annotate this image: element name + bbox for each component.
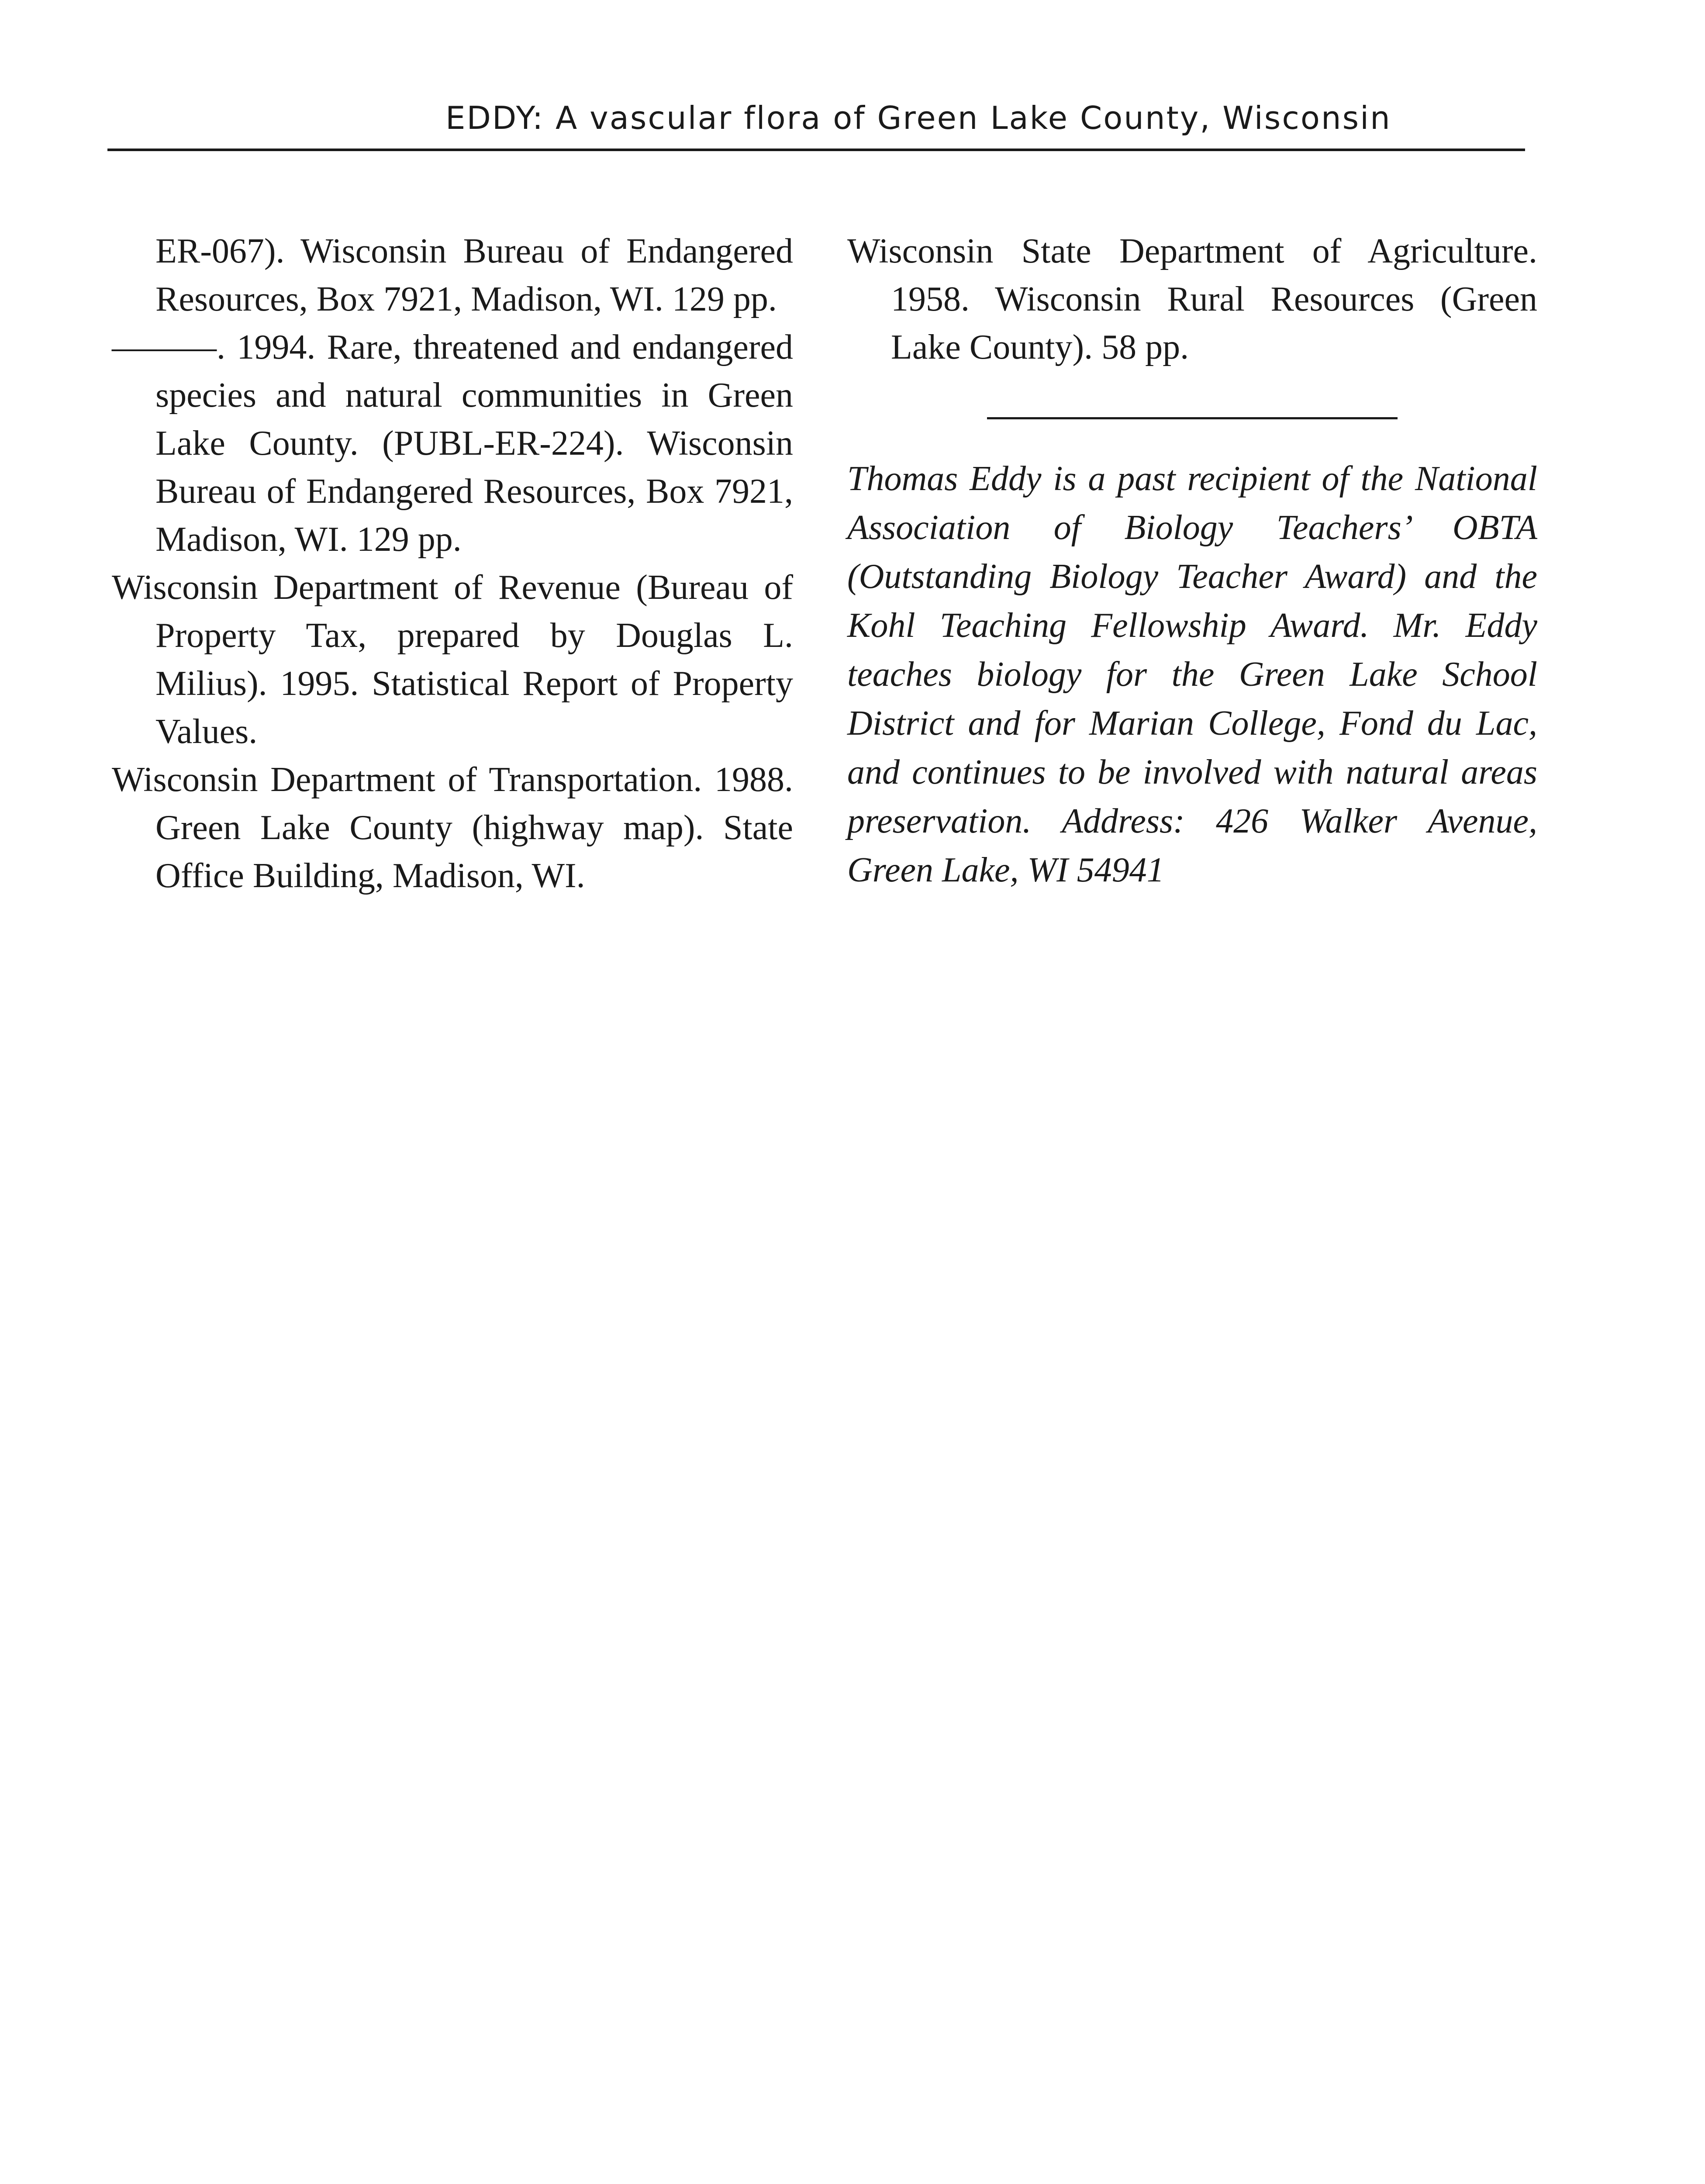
running-head: EDDY: A vascular flora of Green Lake County, Wisconsin — [445, 100, 1391, 136]
reference-entry: Wisconsin Department of Transportation. 1988. Green Lake County (highway map). State Office Building, Madison, WI. — [112, 760, 793, 895]
reference-entry: ER-067). Wisconsin Bureau of Endangered Resources, Box 7921, Madison, WI. 129 pp. — [155, 232, 793, 318]
header-rule — [107, 149, 1525, 151]
right-column-references — [847, 227, 1537, 371]
section-divider — [987, 417, 1398, 419]
reference-entry: ———. 1994. Rare, threatened and endangered species and natural communities in Green Lake County. (PUBL-ER-224). Wisconsin Bureau of Endangered Resources, Box 7921, Madison, WI. 129 pp. — [112, 328, 793, 559]
left-column-references — [112, 227, 793, 900]
reference-entry: Wisconsin Department of Revenue (Bureau of Property Tax, prepared by Douglas L. Milius). 1995. Statistical Report of Property Values. — [112, 568, 793, 751]
reference-entry: Wisconsin State Department of Agriculture. 1958. Wisconsin Rural Resources (Green Lake County). 58 pp. — [847, 232, 1537, 366]
author-bio: Thomas Eddy is a past recipient of the National Association of Biology Teachers’ OBTA (Outstanding Biology Teacher Award) and the Kohl Teaching Fellowship Award. Mr. Eddy teaches biology for the Green Lake School District and for Marian College, Fond du Lac, and continues to be involved with natural areas preservation. Address: 426 Walker Avenue, Green Lake, WI 54941 — [847, 460, 1537, 889]
